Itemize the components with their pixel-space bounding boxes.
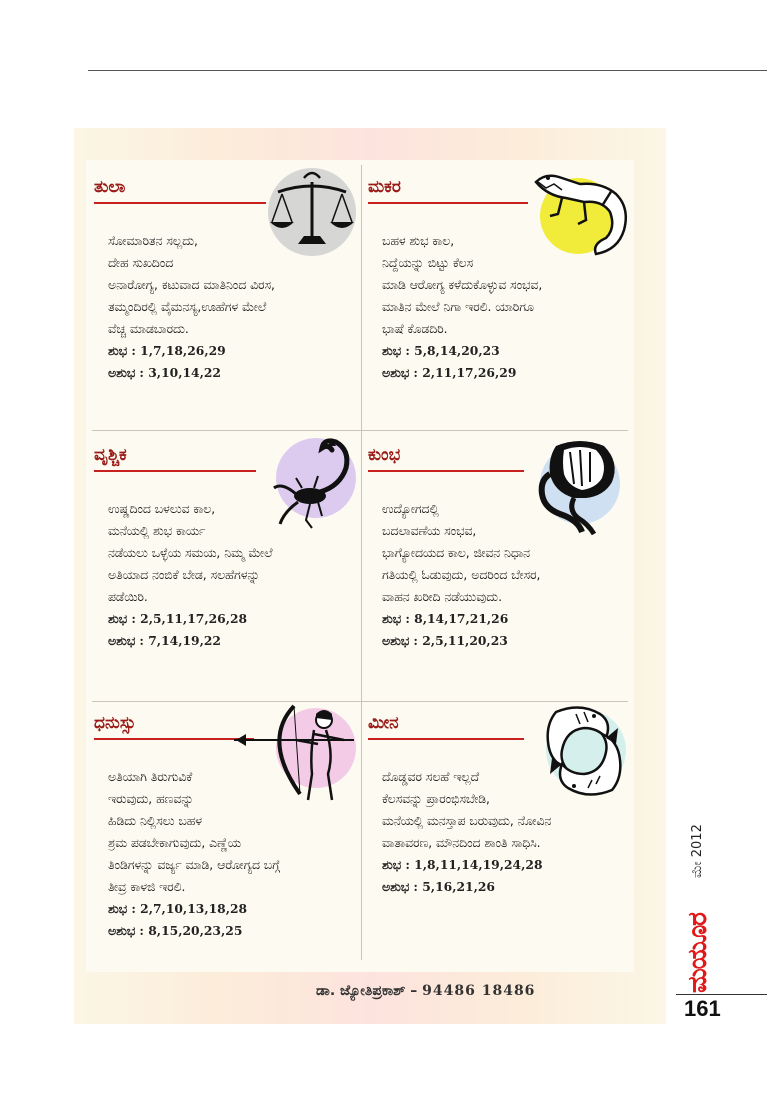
unlucky-dates: ಅಶುಭ : 5,16,21,26 — [382, 879, 495, 894]
text-line: ಭಾಷೆ ಕೊಡದಿರಿ. — [382, 322, 448, 336]
unlucky-dates: ಅಶುಭ : 3,10,14,22 — [108, 365, 221, 380]
text-line: ಮಾಡಿ ಆರೋಗ್ಯ ಕಳೆದುಕೊಳ್ಳುವ ಸಂಭವ, — [382, 278, 543, 292]
issue-date-text: ಮೇ 2012 — [690, 824, 705, 878]
title-underline — [368, 202, 528, 204]
astrologer-phone: 94486 18486 — [422, 983, 536, 999]
text-line: ಅನಾರೋಗ್ಯ, ಕಟುವಾದ ಮಾತಿನಿಂದ ವಿರಸ, — [108, 278, 275, 292]
text-line: ಮಾತಿನ ಮೇಲೆ ನಿಗಾ ಇರಲಿ. ಯಾರಿಗೂ — [382, 300, 534, 314]
text-line: ತಿಂಡಿಗಳನ್ನು ವರ್ಜ್ಯ ಮಾಡಿ, ಆರೋಗ್ಯದ ಬಗ್ಗೆ — [108, 858, 280, 872]
text-line: ನಿದ್ದೆಯನ್ನು ಬಿಟ್ಟು ಕೆಲಸ — [382, 256, 474, 270]
text-line: ಕೆಲಸವನ್ನು ಪ್ರಾರಂಭಿಸಬೇಡಿ, — [382, 792, 490, 806]
sign-title: ಮೀನ — [368, 713, 399, 733]
sign-text — [382, 230, 542, 384]
title-underline — [368, 738, 524, 740]
text-line: ಬಹಳ ಶುಭ ಕಾಲ, — [382, 234, 455, 248]
unlucky-dates: ಅಶುಭ : 8,15,20,23,25 — [108, 923, 243, 938]
text-line: ಇರುವುದು, ಹಣವನ್ನು — [108, 792, 194, 806]
issue-date — [686, 808, 710, 878]
title-underline — [94, 738, 254, 740]
scorpio-scorpion-icon — [270, 432, 362, 532]
sign-card-kumbha — [368, 444, 640, 712]
text-line: ತಮ್ಮಂದಿರಲ್ಲಿ ವೈಮನಸ್ಯ,ಊಹೆಗಳ ಮೇಲೆ — [108, 300, 267, 314]
text-line: ಮನೆಯಲ್ಲಿ ಮನಸ್ತಾಪ ಬರುವುದು, ನೋವಿನ — [382, 814, 552, 828]
title-underline — [94, 470, 256, 472]
unlucky-dates: ಅಶುಭ : 2,11,17,26,29 — [382, 365, 517, 380]
text-line: ವಾತಾವರಣ, ಮೌನದಿಂದ ಶಾಂತಿ ಸಾಧಿಸಿ. — [382, 836, 541, 850]
magazine-logo-text: ಮಯೂರ — [683, 913, 713, 993]
text-line: ಉದ್ಯೋಗದಲ್ಲಿ — [382, 502, 439, 516]
sign-card-meena — [368, 712, 640, 980]
text-line: ಸೋಮಾರಿತನ ಸಲ್ಲದು, — [108, 234, 198, 248]
text-line: ಅತಿಯಾದ ನಂಬಿಕೆ ಬೇಡ, ಸಲಹೆಗಳನ್ನು — [108, 568, 260, 582]
text-line: ವೆಚ್ಚ ಮಾಡಬಾರದು. — [108, 322, 189, 336]
sign-card-dhanussu — [94, 712, 366, 980]
text-line: ಶ್ರಮ ಪಡಬೇಕಾಗುವುದು, ಎಣ್ಣೆಯ — [108, 836, 241, 850]
unlucky-dates: ಅಶುಭ : 7,14,19,22 — [108, 633, 221, 648]
lucky-dates: ಶುಭ : 5,8,14,20,23 — [382, 343, 500, 358]
text-line: ಬದಲಾವಣೆಯ ಸಂಭವ, — [382, 524, 477, 538]
libra-scales-icon — [264, 164, 360, 260]
text-line: ಮನೆಯಲ್ಲಿ ಶುಭ ಕಾರ್ಯ — [108, 524, 206, 538]
lucky-dates: ಶುಭ : 8,14,17,21,26 — [382, 611, 509, 626]
lucky-dates: ಶುಭ : 2,7,10,13,18,28 — [108, 901, 248, 916]
text-line: ಗತಿಯಲ್ಲಿ ಓಡುವುದು, ಅದರಿಂದ ಬೇಸರ, — [382, 568, 541, 582]
aquarius-pot-icon — [534, 436, 626, 536]
credit-dash: – — [410, 983, 418, 999]
lucky-dates: ಶುಭ : 2,5,11,17,26,28 — [108, 611, 248, 626]
text-line: ವಾಹನ ಖರೀದಿ ನಡೆಯುವುದು. — [382, 590, 502, 604]
page-number: 161 — [684, 996, 721, 1021]
lucky-dates: ಶುಭ : 1,8,11,14,19,24,28 — [382, 857, 543, 872]
text-line: ತೀವ್ರ ಕಾಳಜಿ ಇರಲಿ. — [108, 880, 186, 894]
sign-title: ಕುಂಭ — [368, 445, 401, 465]
sign-text — [108, 230, 275, 384]
text-line: ಉಷ್ಣದಿಂದ ಬಳಲುವ ಕಾಲ, — [108, 502, 216, 516]
text-line: ಹಿಡಿದು ನಿಲ್ಲಿಸಲು ಬಹಳ — [108, 814, 202, 828]
text-line: ದೇಹ ಸುಖದಿಂದ — [108, 256, 174, 270]
footer-rule — [676, 994, 767, 995]
lucky-dates: ಶುಭ : 1,7,18,26,29 — [108, 343, 226, 358]
sign-card-tula — [94, 176, 366, 444]
sign-text — [108, 766, 280, 942]
capricorn-crocodile-icon — [532, 168, 632, 264]
astrologer-name: ಡಾ. ಜ್ಯೋತಿಪ್ರಕಾಶ್ — [316, 983, 406, 999]
astrologer-credit — [316, 983, 535, 999]
sign-text — [382, 498, 540, 652]
text-line: ದೊಡ್ಡವರ ಸಲಹೆ ಇಲ್ಲದೆ — [382, 770, 480, 784]
text-line: ನಡೆಯಲು ಒಳ್ಳೆಯ ಸಮಯ, ನಿಮ್ಮ ಮೇಲೆ — [108, 546, 273, 560]
sign-text — [108, 498, 273, 652]
text-line: ಪಡೆಯಿರಿ. — [108, 590, 148, 604]
text-line: ಭಾಗ್ಯೋದಯದ ಕಾಲ, ಜೀವನ ನಿಧಾನ — [382, 546, 530, 560]
sign-text — [382, 766, 551, 898]
title-underline — [94, 202, 266, 204]
sign-title: ಧನುಸ್ಸು — [94, 713, 136, 733]
magazine-logo — [681, 885, 715, 993]
text-line: ಅತಿಯಾಗಿ ತಿರುಗುವಿಕೆ — [108, 770, 193, 784]
sign-title: ವೃಶ್ಚಿಕ — [94, 445, 127, 465]
sign-title: ತುಲಾ — [94, 177, 126, 197]
unlucky-dates: ಅಶುಭ : 2,5,11,20,23 — [382, 633, 508, 648]
sign-title: ಮಕರ — [368, 177, 401, 197]
sign-card-makara — [368, 176, 640, 444]
sign-card-vrischika — [94, 444, 366, 712]
title-underline — [368, 470, 524, 472]
top-rule — [88, 70, 767, 71]
